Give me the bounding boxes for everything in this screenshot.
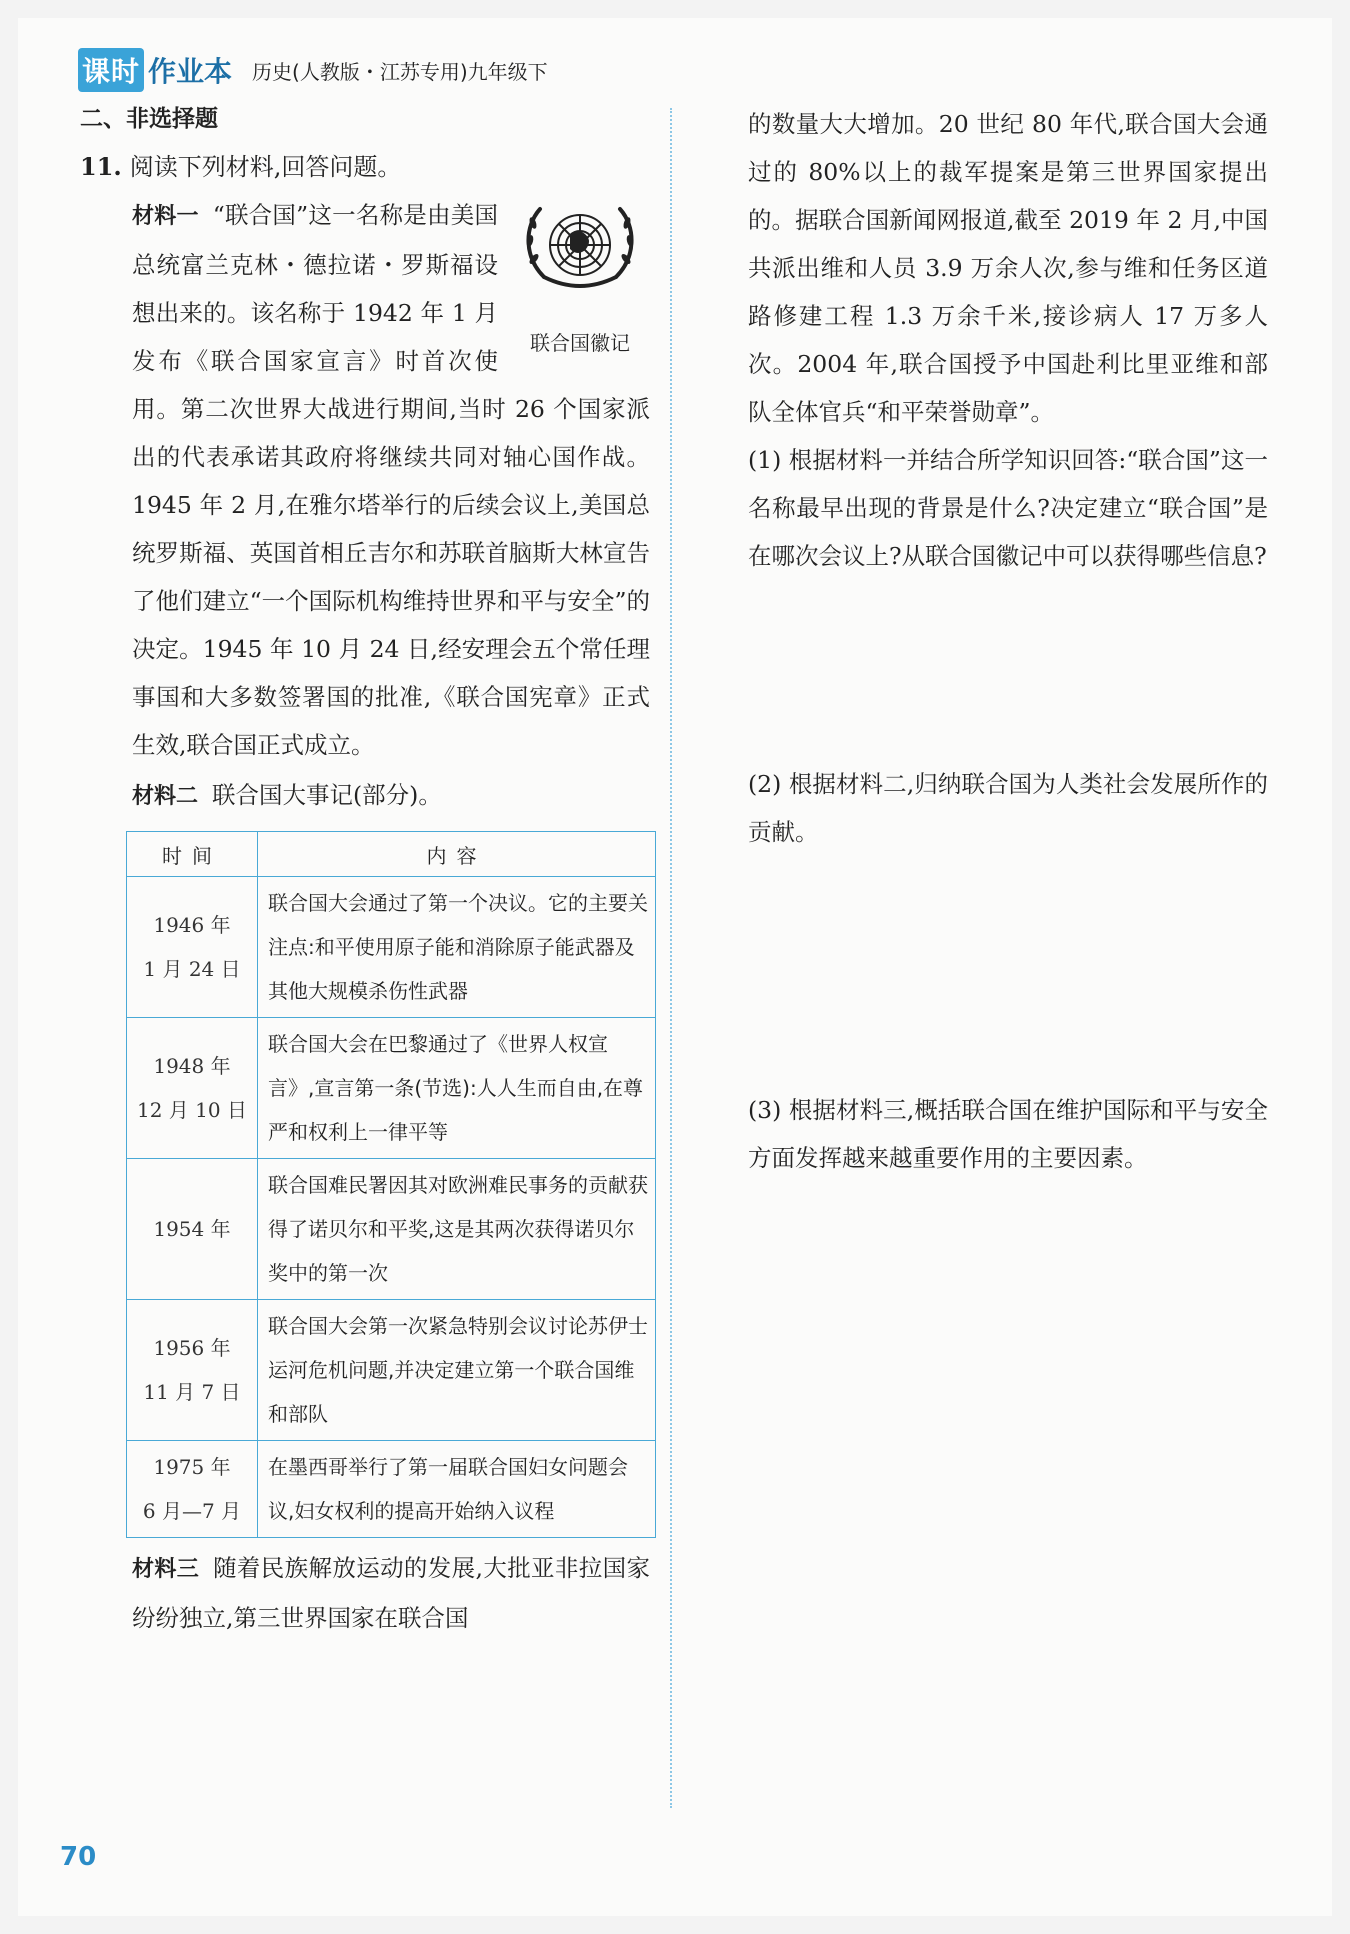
table-row <box>127 877 656 1018</box>
table-row <box>127 1159 656 1300</box>
sub-question-1: (1) 根据材料一并结合所学知识回答:“联合国”这一名称最早出现的背景是什么?决定建立“联合国”是在哪次会议上?从联合国徽记中可以获得哪些信息? <box>748 446 1268 570</box>
table-header-content: 内容 <box>258 832 656 877</box>
event-date: 1975 年 6 月—7 月 <box>127 1441 258 1538</box>
un-events-table <box>126 831 656 1538</box>
material-three-label: 材料三 <box>132 1557 200 1582</box>
table-row <box>127 1300 656 1441</box>
right-column <box>748 100 1268 1182</box>
section-title: 二、非选择题 <box>80 106 218 132</box>
event-content: 联合国大会通过了第一个决议。它的主要关注点:和平使用原子能和消除原子能武器及其他大规模杀伤性武器 <box>258 877 656 1018</box>
table-header-time: 时间 <box>127 832 258 877</box>
event-content: 在墨西哥举行了第一届联合国妇女问题会议,妇女权利的提高开始纳入议程 <box>258 1441 656 1538</box>
material-two <box>80 771 650 821</box>
question-prompt: 阅读下列材料,回答问题。 <box>129 153 402 181</box>
page-header <box>78 48 548 92</box>
question-number: 11. <box>80 152 122 181</box>
table-row <box>127 1018 656 1159</box>
material-three-start <box>80 1544 650 1642</box>
material-three-text-left: 随着民族解放运动的发展,大批亚非拉国家纷纷独立,第三世界国家在联合国 <box>132 1554 650 1632</box>
material-one-label: 材料一 <box>132 204 199 229</box>
event-date: 1956 年 11 月 7 日 <box>127 1300 258 1441</box>
material-two-title: 联合国大事记(部分)。 <box>212 781 442 809</box>
left-column <box>80 100 650 1642</box>
un-emblem-icon <box>518 195 642 301</box>
event-date: 1946 年 1 月 24 日 <box>127 877 258 1018</box>
event-date: 1954 年 <box>127 1159 258 1300</box>
subject-title: 历史(人教版・江苏专用)九年级下 <box>252 59 548 84</box>
material-three-continued: 的数量大大增加。20 世纪 80 年代,联合国大会通过的 80%以上的裁军提案是第三世界国家提出的。据联合国新闻网报道,截至 2019 年 2 月,中国共派出维和人员 3.9 万余人次,参与维和任务区道路修建工程 1.3 万余千米,接诊病人 17 万多人次。2004 年,联合国授予中国赴利比里亚维和部队全体官兵“和平荣誉勋章”。 <box>748 110 1268 426</box>
brand-name: 作业本 <box>148 55 233 88</box>
sub-question-3: (3) 根据材料三,概括联合国在维护国际和平与安全方面发挥越来越重要作用的主要因素。 <box>748 1096 1268 1172</box>
un-emblem-figure <box>510 195 650 367</box>
event-content: 联合国难民署因其对欧洲难民事务的贡献获得了诺贝尔和平奖,这是其两次获得诺贝尔奖中的第一次 <box>258 1159 656 1300</box>
page-number: 70 <box>60 1842 97 1872</box>
brand-highlight: 课时 <box>78 48 144 92</box>
material-one <box>80 191 650 769</box>
brand-logo <box>78 48 232 92</box>
column-divider <box>670 108 672 1808</box>
question-heading <box>80 143 650 191</box>
event-date: 1948 年 12 月 10 日 <box>127 1018 258 1159</box>
emblem-caption: 联合国徽记 <box>530 331 630 355</box>
material-one-text: “联合国”这一名称是由美国总统富兰克林・德拉诺・罗斯福设想出来的。该名称于 1942 年 1 月发布《联合国家宣言》时首次使用。第二次世界大战进行期间,当时 26 个国家派出的代表承诺其政府将继续共同对轴心国作战。1945 年 2 月,在雅尔塔举行的后续会议上,美国总统罗斯福、英国首相丘吉尔和苏联首脑斯大林宣告了他们建立“一个国际机构维持世界和平与安全”的决定。1945 年 10 月 24 日,经安理会五个常任理事国和大多数签署国的批准,《联合国宪章》正式生效,联合国正式成立。 <box>132 201 650 759</box>
table-row <box>127 1441 656 1538</box>
event-content: 联合国大会在巴黎通过了《世界人权宣言》,宣言第一条(节选):人人生而自由,在尊严和权利上一律平等 <box>258 1018 656 1159</box>
sub-question-2: (2) 根据材料二,归纳联合国为人类社会发展所作的贡献。 <box>748 770 1268 846</box>
table-header-row <box>127 832 656 877</box>
material-two-label: 材料二 <box>132 784 199 809</box>
event-content: 联合国大会第一次紧急特别会议讨论苏伊士运河危机问题,并决定建立第一个联合国维和部队 <box>258 1300 656 1441</box>
